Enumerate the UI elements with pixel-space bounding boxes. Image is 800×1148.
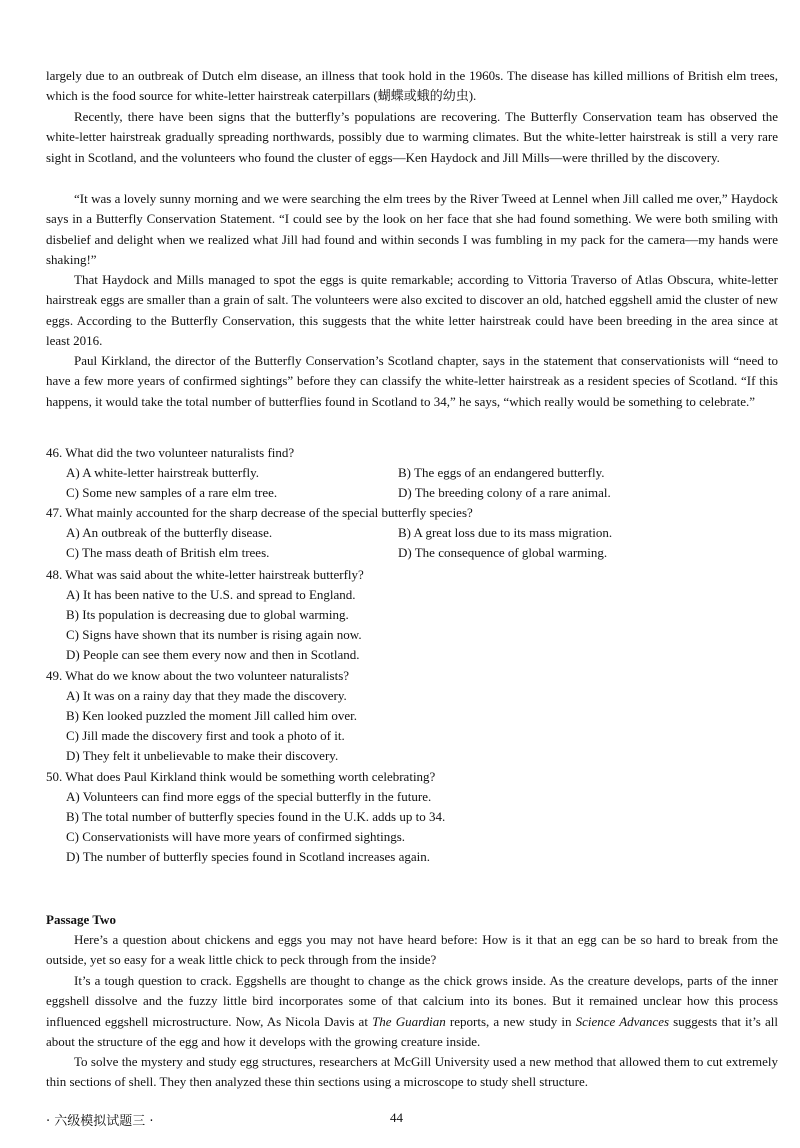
question-48-option-b: B) Its population is decreasing due to global warming. bbox=[66, 607, 349, 622]
question-49-stem: 49. What do we know about the two volunteer naturalists? bbox=[46, 668, 350, 683]
passage-two-paragraph-3: To solve the mystery and study egg structures, researchers at McGill University used a new method that allowed them to cut extremely thin sections of shell. They then analyzed these thin sections using a microscope to study shell structure. bbox=[46, 1054, 778, 1090]
question-49-option-a: A) It was on a rainy day that they made the discovery. bbox=[66, 688, 347, 703]
page-number: 44 bbox=[390, 1110, 403, 1125]
passage-one-paragraph-5: Paul Kirkland, the director of the Butterfly Conservation’s Scotland chapter, says in the statement that conservationists will “need to have a few more years of confirmed sightings” before they can classify the white-letter hairstreak as a resident species of Scotland. “If this happens, it would take the total number of butterflies found in Scotland to 34,” he says, “which really would be something to celebrate.” bbox=[46, 353, 778, 409]
question-49-option-c: C) Jill made the discovery first and took a photo of it. bbox=[66, 728, 345, 743]
question-50-option-a: A) Volunteers can find more eggs of the special butterfly in the future. bbox=[66, 789, 432, 804]
question-50-option-c: C) Conservationists will have more years of confirmed sightings. bbox=[66, 829, 406, 844]
passage-one-paragraph-2: Recently, there have been signs that the butterfly’s populations are recovering. The Butterfly Conservation team has observed the white-letter hairstreak gradually spreading northwards, possibly due to warming climates. But the white-letter hairstreak is still a very rare sight in Scotland, and the volunteers who found the cluster of eggs—Ken Haydock and Jill Mills—were thrilled by the discovery. bbox=[46, 109, 778, 165]
question-47-option-d: D) The consequence of global warming. bbox=[398, 545, 608, 560]
passage-two-paragraph-2 bbox=[46, 971, 778, 1053]
question-49-option-b: B) Ken looked puzzled the moment Jill called him over. bbox=[66, 708, 357, 723]
question-48-option-d: D) People can see them every now and then in Scotland. bbox=[66, 647, 360, 662]
journal-title: Science Advances bbox=[575, 1013, 670, 1029]
passage-two-heading: Passage Two bbox=[46, 912, 116, 927]
question-47-stem: 47. What mainly accounted for the sharp decrease of the special butterfly species? bbox=[46, 505, 473, 520]
passage-one-paragraph-1: largely due to an outbreak of Dutch elm disease, an illness that took hold in the 1960s. The disease has killed millions of British elm trees, which is the food source for white-letter hairstreak caterpillars (蝴蝶或蛾的幼虫). bbox=[46, 68, 778, 104]
passage-two-paragraph-2-text-c: suggests that it’s all about the structure of the egg and how it develops with the growing creature inside. bbox=[46, 1013, 778, 1050]
passage-two-paragraph-1: Here’s a question about chickens and eggs you may not have heard before: How is it that an egg can be so hard to break from the outside, yet so easy for a weak little chick to peck through from the inside? bbox=[46, 932, 778, 968]
question-49-option-d: D) They felt it unbelievable to make their discovery. bbox=[66, 748, 339, 763]
passage-two-paragraph-2-text-b: reports, a new study in bbox=[445, 1013, 576, 1029]
question-50-option-b: B) The total number of butterfly species found in the U.K. adds up to 34. bbox=[66, 809, 446, 824]
question-48-stem: 48. What was said about the white-letter hairstreak butterfly? bbox=[46, 567, 364, 582]
question-47-option-b: B) A great loss due to its mass migration. bbox=[398, 525, 613, 540]
question-46-option-c: C) Some new samples of a rare elm tree. bbox=[66, 485, 278, 500]
question-46-option-d: D) The breeding colony of a rare animal. bbox=[398, 485, 611, 500]
question-50-stem: 50. What does Paul Kirkland think would be something worth celebrating? bbox=[46, 769, 436, 784]
guardian-title: The Guardian bbox=[372, 1013, 446, 1029]
passage-one-paragraph-3: “It was a lovely sunny morning and we were searching the elm trees by the River Tweed at Lennel when Jill called me over,” Haydock says in a Butterfly Conservation Statement. “I could see by the look on her face that she had found something. We were both smiling with disbelief and delight when we realized what Jill had found and within seconds I was fumbling in my pack for the camera—my hands were shaking!” bbox=[46, 191, 778, 268]
question-46-stem: 46. What did the two volunteer naturalists find? bbox=[46, 445, 295, 460]
footer-exam-title: · 六级模拟试题三 · bbox=[46, 1114, 154, 1129]
passage-one-paragraph-4: That Haydock and Mills managed to spot the eggs is quite remarkable; according to Vittoria Traverso of Atlas Obscura, white-letter hairstreak eggs are smaller than a grain of salt. The volunteers were also excited to discover an old, hatched eggshell amid the cluster of new eggs. According to the Butterfly Conservation, this suggests that the white letter hairstreak could have been breeding in the area since at least 2016. bbox=[46, 272, 778, 349]
question-47-option-a: A) An outbreak of the butterfly disease. bbox=[66, 525, 273, 540]
question-50-option-d: D) The number of butterfly species found in Scotland increases again. bbox=[66, 849, 431, 864]
question-48-option-c: C) Signs have shown that its number is rising again now. bbox=[66, 627, 362, 642]
passage-two-paragraph-2-text-a: It’s a tough question to crack. Eggshells are thought to change as the chick grows inside. As the creature develops, parts of the inner eggshell dissolve and the fuzzy little bird incorporates some of that calcium into its bones. But it remained unclear how this process influenced eggshell microstructure. Now, As Nicola Davis at bbox=[46, 973, 778, 1029]
question-46-option-b: B) The eggs of an endangered butterfly. bbox=[398, 465, 605, 480]
question-46-option-a: A) A white-letter hairstreak butterfly. bbox=[66, 465, 260, 480]
question-48-option-a: A) It has been native to the U.S. and spread to England. bbox=[66, 587, 356, 602]
question-47-option-c: C) The mass death of British elm trees. bbox=[66, 545, 270, 560]
